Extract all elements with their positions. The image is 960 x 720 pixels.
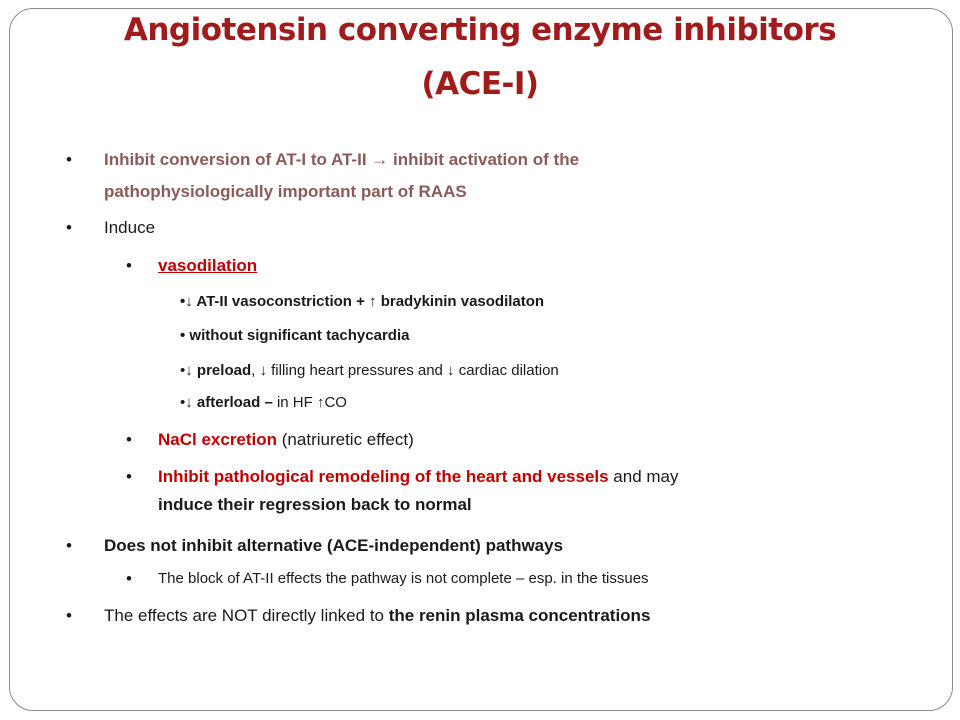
subbullet-tachycardia-text: without significant tachycardia bbox=[185, 327, 410, 344]
bullet-marker: • bbox=[180, 394, 186, 411]
remodeling-bold: Inhibit pathological remodeling of the heart and vessels bbox=[158, 467, 609, 486]
bullet-marker: • bbox=[66, 218, 72, 237]
remodeling-text: and may bbox=[608, 467, 679, 486]
bullet-vasodilation: vasodilation bbox=[158, 256, 258, 275]
subbullet-afterload bbox=[180, 394, 347, 411]
subbullet-afterload-text: in HF ↑CO bbox=[272, 394, 347, 411]
slide-subtitle: (ACE-I) bbox=[421, 66, 539, 102]
bullet-nacl-excretion bbox=[158, 430, 414, 450]
bullet-remodeling-cont: induce their regression back to normal bbox=[158, 495, 472, 514]
subbullet-tachycardia bbox=[180, 327, 409, 344]
subbullet-preload-bold: ↓ preload bbox=[185, 362, 252, 379]
bullet-marker: • bbox=[66, 150, 72, 169]
bullet-marker: • bbox=[126, 256, 132, 275]
bullet-marker: • bbox=[66, 606, 72, 625]
bullet-remodeling bbox=[158, 467, 679, 487]
bullet-marker: • bbox=[180, 293, 186, 310]
bullet-alternative-pathways: Does not inhibit alternative (ACE-independent) pathways bbox=[104, 536, 564, 555]
bullet-inhibit-conversion-cont: pathophysiologically important part of RAAS bbox=[104, 182, 467, 201]
bullet-marker: • bbox=[126, 430, 132, 449]
subbullet-at2-text: ↓ AT-II vasoconstriction + ↑ bradykinin vasodilaton bbox=[185, 293, 545, 310]
nacl-bold: NaCl excretion bbox=[158, 430, 278, 449]
subbullet-preload bbox=[180, 362, 559, 379]
renin-bold: the renin plasma concentrations bbox=[388, 606, 651, 625]
bullet-marker: • bbox=[126, 569, 132, 588]
bullet-inhibit-conversion: Inhibit conversion of AT-I to AT-II → inhibit activation of the bbox=[104, 150, 580, 169]
subbullet-afterload-bold: ↓ afterload – bbox=[185, 394, 273, 411]
bullet-marker: • bbox=[180, 327, 186, 344]
bullet-marker: • bbox=[66, 536, 72, 555]
bullet-marker: • bbox=[180, 362, 186, 379]
slide-title: Angiotensin converting enzyme inhibitors bbox=[123, 12, 837, 48]
bullet-induce: Induce bbox=[104, 218, 156, 237]
bullet-marker: • bbox=[126, 467, 132, 486]
subbullet-preload-text: , ↓ filling heart pressures and ↓ cardiac dilation bbox=[251, 362, 559, 379]
bullet-block-incomplete: The block of AT-II effects the pathway is not complete – esp. in the tissues bbox=[158, 570, 649, 587]
renin-text: The effects are NOT directly linked to bbox=[104, 606, 389, 625]
bullet-renin-link bbox=[104, 606, 650, 626]
nacl-text: (natriuretic effect) bbox=[277, 430, 414, 449]
subbullet-at2-bradykinin bbox=[180, 293, 544, 310]
